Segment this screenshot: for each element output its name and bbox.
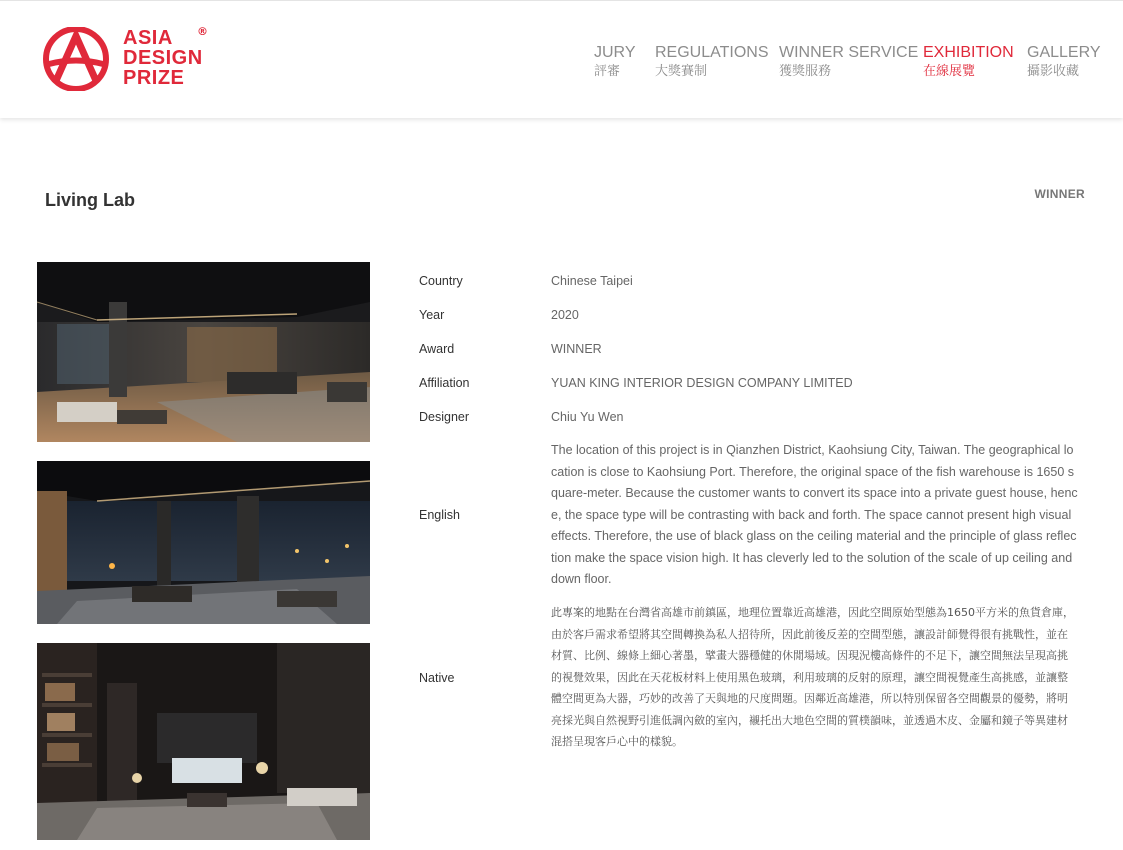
- entry-title: Living Lab: [45, 190, 135, 210]
- registered-mark: ®: [197, 25, 208, 38]
- award-badge: WINNER: [1034, 187, 1085, 201]
- field-value-designer: Chiu Yu Wen: [551, 410, 624, 424]
- logo-a-mark-icon: [41, 27, 111, 91]
- asia-design-prize-logo[interactable]: [41, 27, 221, 91]
- field-value-country: Chinese Taipei: [551, 274, 633, 288]
- field-label-affiliation: Affiliation: [419, 376, 470, 390]
- field-label-year: Year: [419, 308, 445, 322]
- field-label-native: Native: [419, 671, 455, 685]
- site-header: [0, 0, 1123, 118]
- field-label-designer: Designer: [419, 410, 470, 424]
- nav-regulations[interactable]: REGULATIONS 大獎賽制: [655, 44, 769, 79]
- field-label-country: Country: [419, 274, 463, 288]
- english-description: The location of this project is in Qianzhen District, Kaohsiung City, Taiwan. The geographical location is close to Kaohsiung Port. Therefore, the original space of the fish warehouse is 1650 square-meter. Because the customer wants to convert its space into a private guest house, hence, the space type will be contrasting with back and forth. The space cannot present high visual effects. Therefore, the use of black glass on the ceiling material and the principle of glass reflection make the space vision high. It has cleverly led to the solution of the scale of up ceiling and down floor.: [551, 443, 1078, 586]
- nav-exhibition[interactable]: EXHIBITION 在線展覽: [923, 44, 1014, 79]
- field-value-year: 2020: [551, 308, 579, 322]
- gallery-image-1[interactable]: [37, 262, 370, 442]
- nav-winner-service[interactable]: WINNER SERVICE 獲獎服務: [779, 44, 919, 79]
- gallery-image-2[interactable]: [37, 461, 370, 624]
- field-label-english: English: [419, 508, 460, 522]
- field-value-affiliation: YUAN KING INTERIOR DESIGN COMPANY LIMITED: [551, 376, 853, 390]
- logo-wordmark: ASIA DESIGN PRIZE: [123, 27, 203, 89]
- nav-jury[interactable]: JURY 評審: [594, 44, 636, 79]
- gallery-image-3[interactable]: [37, 643, 370, 840]
- native-description: 此專案的地點在台灣省高雄市前鎮區，地理位置靠近高雄港，因此空間原始型態為1650平方米的魚貨倉庫，由於客戶需求希望將其空間轉換為私人招待所，因此前後反差的空間型態，讓設計師覺得很有挑戰性，並在材質、比例、線條上細心著墨，擘畫大器穩健的休閒場域。因現況樓高條件的不足下，讓空間無法呈現高挑的視覺效果，因此在天花板材料上使用黑色玻璃，利用玻璃的反射的原理，讓空間視覺產生高挑感，並讓整體空間更為大器，巧妙的改善了天與地的尺度問題。因鄰近高雄港，所以特別保留各空間觀景的優勢，將明亮採光與自然視野引進低調內斂的室內，襯托出大地色空間的質樸韻味，並透過木皮、金屬和鏡子等異建材混搭呈現客戶心中的樣貌。: [551, 606, 1074, 748]
- field-value-award: WINNER: [551, 342, 602, 356]
- field-label-award: Award: [419, 342, 455, 356]
- nav-gallery[interactable]: GALLERY 攝影收藏: [1027, 44, 1101, 79]
